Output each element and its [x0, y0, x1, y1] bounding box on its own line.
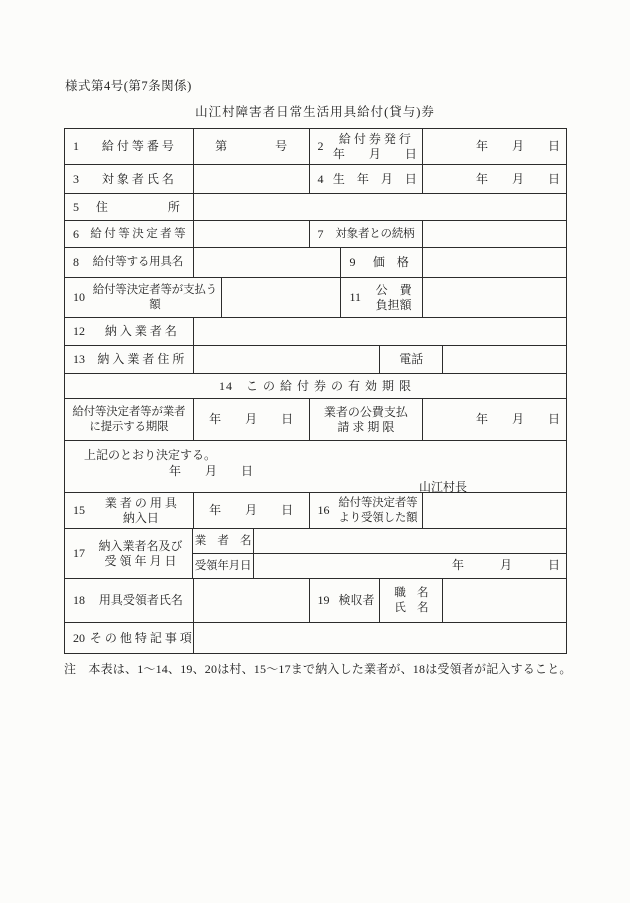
- field-label: 業 者 名: [194, 534, 252, 547]
- field-grant-number-label: [65, 129, 194, 164]
- field-issue-date-value: [423, 129, 566, 164]
- field-public-expense-label: [341, 278, 423, 317]
- field-receipt-date-label: [193, 554, 254, 578]
- field-label-line1: 業者の公費支払: [323, 404, 408, 419]
- table-row: [65, 248, 566, 278]
- field-label: 価 格: [372, 255, 409, 269]
- field-birthdate-value: [423, 165, 566, 193]
- field-label: 給 付 等 決 定 者 等: [90, 227, 186, 240]
- field-recipient-name-value: [194, 165, 310, 193]
- field-label: 対象者との続柄: [335, 227, 415, 240]
- field-label: 14 こ の 給 付 券 の 有 効 期 限: [218, 378, 412, 393]
- field-receiver-name-value: [194, 579, 310, 622]
- field-supplier-and-receipt-label: [65, 529, 193, 578]
- field-issue-date-label: [310, 129, 424, 164]
- field-number: 9: [349, 255, 356, 269]
- table-row: [65, 221, 566, 248]
- table-row: [65, 318, 566, 346]
- field-number: 13: [73, 352, 85, 366]
- field-supplier-subname-value: [254, 529, 566, 553]
- field-label: 検収者: [338, 593, 375, 607]
- field-label-line2: 氏 名: [394, 601, 429, 614]
- field-remarks-label: [65, 623, 194, 653]
- field-relationship-label: [310, 221, 424, 247]
- field-label: 給付等決定者等が支払う額: [92, 284, 217, 311]
- table-row: [65, 529, 566, 579]
- decision-date: 年 月 日: [169, 464, 254, 478]
- field-remarks-value: [194, 623, 566, 653]
- field-number: 1: [73, 139, 79, 153]
- table-row: [65, 346, 566, 374]
- field-label: 対 象 者 氏 名: [101, 171, 174, 186]
- field-number: 15: [73, 503, 85, 517]
- field-label-line1: 納入業者名及び: [98, 538, 183, 553]
- field-supplier-address-value: [194, 346, 381, 373]
- field-supplier-name-label: [65, 318, 194, 345]
- field-presentation-deadline-value: [194, 399, 310, 440]
- table-row: [65, 278, 566, 318]
- field-decider-label: [65, 221, 194, 247]
- field-delivery-date-value: [194, 493, 310, 528]
- field-label: 住 所: [95, 199, 180, 214]
- field-label-line2: 負担額: [375, 297, 412, 312]
- field-price-value: [423, 248, 566, 277]
- field-number: 20: [73, 630, 85, 645]
- field-address-label: [65, 194, 194, 220]
- field-delivery-date-label: [65, 493, 194, 528]
- table-row: [65, 579, 566, 623]
- field-decider-payment-label: [65, 278, 222, 317]
- field-label-line1: 公 費: [375, 282, 412, 297]
- field-label: 用具受領者氏名: [98, 593, 183, 607]
- field-label-line2: 納入日: [122, 510, 159, 525]
- field-number: 19: [317, 593, 330, 607]
- table-row: [65, 165, 566, 194]
- field-number: 8: [73, 255, 79, 269]
- field-value: 年 月 日: [209, 412, 294, 426]
- field-inspector-value: [443, 579, 566, 622]
- voucher-table: [64, 128, 567, 654]
- field-received-amount-label: [310, 493, 424, 528]
- field-public-expense-value: [423, 278, 566, 317]
- field-number: 4: [317, 171, 324, 186]
- table-row: [65, 129, 566, 165]
- field-label-line2: 請 求 期 限: [337, 419, 395, 434]
- field-label-line1: 業 者 の 用 具: [104, 495, 177, 510]
- field-number: 17: [73, 546, 85, 560]
- field-decider-payment-value: [222, 278, 342, 317]
- field-number: 6: [73, 226, 79, 241]
- field-supplier-name-value: [194, 318, 566, 345]
- field-inspector-title-name-label: [380, 579, 443, 622]
- field-value: 年 月 日: [209, 503, 294, 517]
- table-row: [65, 374, 566, 399]
- field-number: 5: [73, 199, 79, 214]
- field-presentation-deadline-label: [65, 399, 194, 440]
- field-decider-value: [194, 221, 310, 247]
- field-equipment-name-label: [65, 248, 194, 277]
- field-birthdate-label: [310, 165, 424, 193]
- footnote: 注 本表は、1〜14、19、20は村、15〜17まで納入した業者が、18は受領者が記入すること。: [64, 662, 572, 676]
- field-value: 第 号: [215, 139, 288, 153]
- field-number: 7: [317, 226, 324, 241]
- field-relationship-value: [423, 221, 566, 247]
- supplier-name-subrow: [193, 529, 566, 554]
- field-equipment-name-value: [194, 248, 342, 277]
- field-number: 18: [73, 593, 85, 607]
- field-label: 納 入 業 者 名: [104, 324, 177, 338]
- field-billing-deadline-label: [310, 399, 424, 440]
- field-value: 年 月 日: [475, 412, 560, 426]
- field-telephone-value: [443, 346, 566, 373]
- field-label-line2: 年 月 日: [332, 146, 417, 161]
- field-label-line1: 給付等決定者等: [338, 497, 418, 510]
- field-label: 生 年 月 日: [332, 171, 417, 186]
- field-supplier-subname-label: [193, 529, 254, 553]
- field-label: 納 入 業 者 住 所: [97, 352, 185, 366]
- field-billing-deadline-value: [423, 399, 566, 440]
- field-receiver-name-label: [65, 579, 194, 622]
- field-label-line2: より受領した額: [338, 511, 418, 524]
- field-label-line2: に提示する期限: [89, 420, 169, 433]
- field-number: 12: [73, 324, 85, 338]
- decision-signer: 山江村長: [419, 480, 468, 494]
- field-telephone-label: [380, 346, 443, 373]
- field-number: 2: [317, 139, 324, 153]
- field-label: そ の 他 特 記 事 項: [89, 630, 192, 645]
- field-number: 10: [73, 290, 85, 304]
- field-recipient-name-label: [65, 165, 194, 193]
- field-label-line1: 給 付 券 発 行: [338, 131, 411, 146]
- form-code: 様式第4号(第7条関係): [65, 79, 192, 93]
- field-label: 給付等する用具名: [92, 256, 184, 269]
- receipt-date-subrow: [193, 554, 566, 578]
- decision-block: [65, 441, 566, 493]
- field-supplier-address-label: [65, 346, 194, 373]
- field-label: 給 付 等 番 号: [101, 139, 174, 153]
- field-label-line2: 受 領 年 月 日: [104, 553, 177, 568]
- field-validity-header: [65, 374, 566, 398]
- field-value: 年 月 日: [476, 139, 561, 153]
- field-number: 11: [349, 290, 361, 304]
- table-row: [65, 493, 566, 529]
- page-title: 山江村障害者日常生活用具給付(貸与)券: [195, 105, 435, 119]
- field-label-line1: 給付等決定者等が業者: [72, 406, 186, 419]
- decision-statement: 上記のとおり決定する。: [84, 448, 217, 462]
- field-value: 年 月 日: [476, 171, 561, 186]
- field-address-value: [194, 194, 566, 220]
- table-row: [65, 194, 566, 221]
- field-receipt-date-value: [254, 554, 566, 578]
- field-label: 受領年月日: [194, 559, 252, 572]
- field-inspector-label: [310, 579, 381, 622]
- field-received-amount-value: [423, 493, 566, 528]
- field-grant-number-value: [194, 129, 310, 164]
- field-number: 16: [317, 503, 330, 517]
- field-label: 電話: [399, 352, 424, 366]
- field-value: 年 月 日: [451, 558, 560, 573]
- field-label-line1: 職 名: [394, 587, 429, 600]
- table-row: [65, 623, 566, 653]
- field-price-label: [341, 248, 423, 277]
- field-number: 3: [73, 171, 79, 186]
- table-row: [65, 399, 566, 441]
